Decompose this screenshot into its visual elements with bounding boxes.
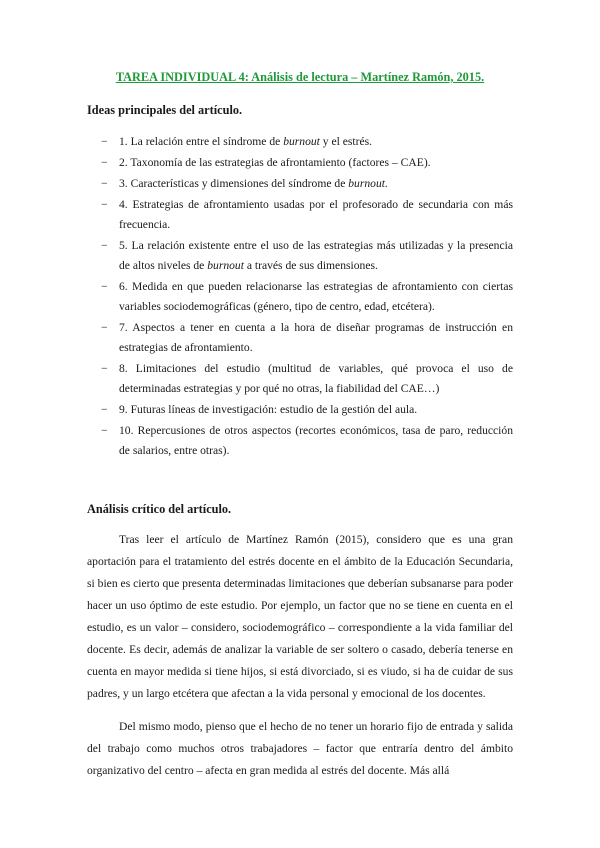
- dash-bullet: −: [101, 362, 108, 375]
- analysis-paragraph: Del mismo modo, pienso que el hecho de no tener un horario fijo de entrada y salida del trabajo como muchos otros trabajadores – factor que entraría dentro del ámbito organizativo del centro – afecta en gran medida al estrés del docente. Más allá: [87, 720, 513, 777]
- dash-bullet: −: [101, 403, 108, 416]
- dash-bullet: −: [101, 177, 108, 190]
- list-item: − 3. Características y dimensiones del síndrome de burnout.: [87, 174, 513, 194]
- analysis-heading: Análisis crítico del artículo.: [87, 502, 232, 516]
- list-item: − 8. Limitaciones del estudio (multitud de variables, qué provoca el uso de determinadas estrategias y por qué no otras, la fiabilidad del CAE…): [87, 359, 513, 399]
- list-item: − 6. Medida en que pueden relacionarse las estrategias de afrontamiento con ciertas variables sociodemográficas (género, tipo de centro, edad, etcétera).: [87, 277, 513, 317]
- dash-bullet: −: [101, 280, 108, 293]
- ideas-heading: Ideas principales del artículo.: [87, 103, 243, 117]
- analysis-paragraph: Tras leer el artículo de Martínez Ramón (2015), considero que es una gran aportación para el tratamiento del estrés docente en el ámbito de la Educación Secundaria, si bien es cierto que presenta determinadas limitaciones que deberían subsanarse para poder hacer un uso óptimo de este estudio. Por ejemplo, un factor que no se tiene en cuenta en el estudio, es un valor – considero, sociodemográfico – correspondiente a la vida familiar del docente. Es decir, además de analizar la variable de ser soltero o casado, debería tenerse en cuenta en mayor medida si tiene hijos, si está divorciado, si es viudo, si ha de cuidar de sus padres, y un largo etcétera que afectan a la vida personal y emocional de los docentes.: [87, 533, 513, 700]
- document-title: TAREA INDIVIDUAL 4: Análisis de lectura – Martínez Ramón, 2015.: [115, 70, 485, 84]
- dash-bullet: −: [101, 198, 108, 211]
- ideas-list: [87, 132, 513, 461]
- dash-bullet: −: [101, 424, 108, 437]
- dash-bullet: −: [101, 135, 108, 148]
- dash-bullet: −: [101, 239, 108, 252]
- dash-bullet: −: [101, 156, 108, 169]
- list-item: − 1. La relación entre el síndrome de burnout y el estrés.: [87, 132, 513, 152]
- list-item: − 10. Repercusiones de otros aspectos (recortes económicos, tasa de paro, reducción de salarios, entre otras).: [87, 421, 513, 461]
- list-item: − 7. Aspectos a tener en cuenta a la hora de diseñar programas de instrucción en estrategias de afrontamiento.: [87, 318, 513, 358]
- list-item: − 4. Estrategias de afrontamiento usadas por el profesorado de secundaria con más frecuencia.: [87, 195, 513, 235]
- list-item: − 2. Taxonomía de las estrategias de afrontamiento (factores – CAE).: [87, 153, 513, 173]
- list-item: − 5. La relación existente entre el uso de las estrategias más utilizadas y la presencia de altos niveles de burnout a través de sus dimensiones.: [87, 236, 513, 276]
- dash-bullet: −: [101, 321, 108, 334]
- list-item: − 9. Futuras líneas de investigación: estudio de la gestión del aula.: [87, 400, 513, 420]
